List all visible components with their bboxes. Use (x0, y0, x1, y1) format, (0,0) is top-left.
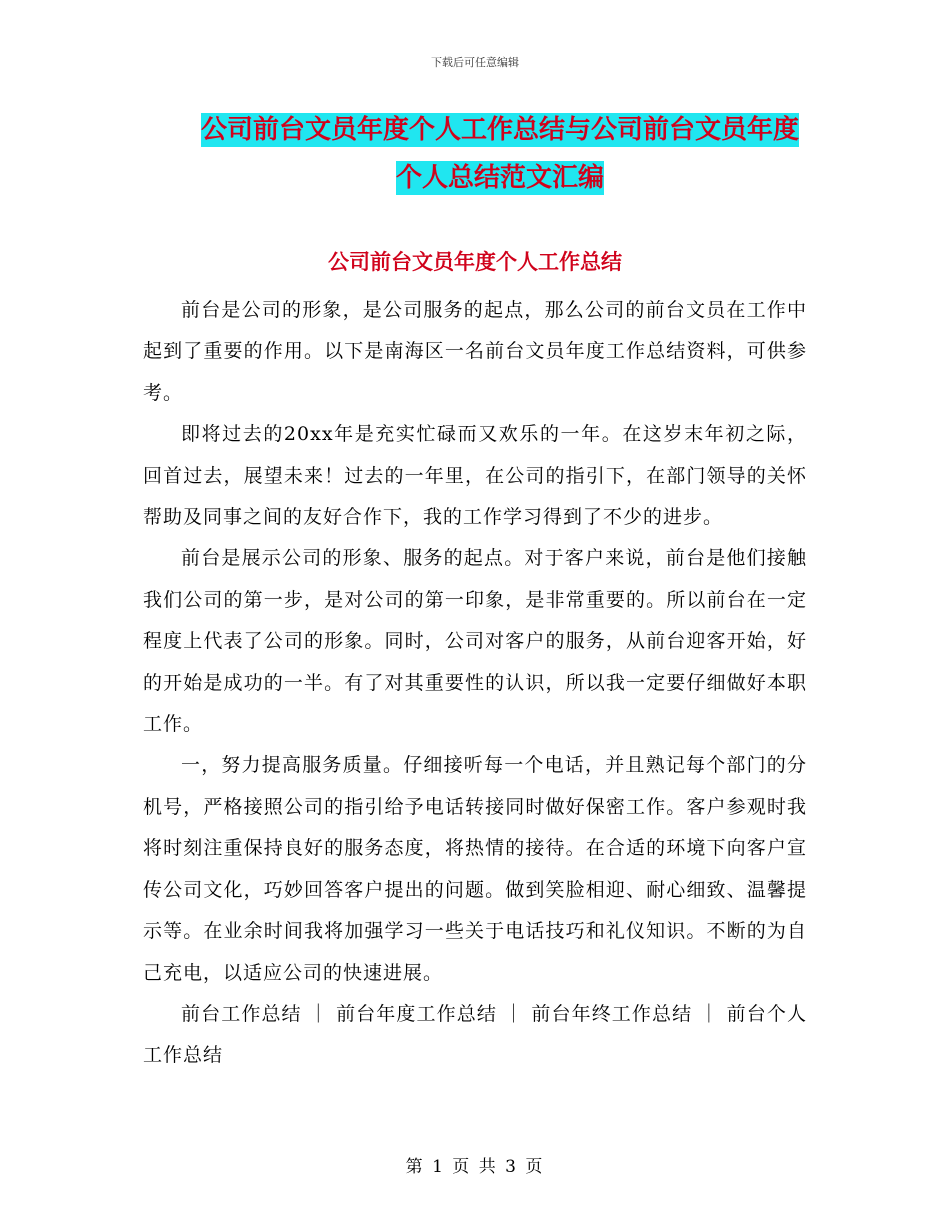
header-note: 下载后可任意编辑 (431, 56, 519, 69)
page-footer: 第 1 页 共 3 页 (405, 1157, 545, 1177)
document-title (180, 106, 820, 202)
paragraph: 前台是公司的形象，是公司服务的起点，那么公司的前台文员在工作中起到了重要的作用。以下是南海区一名前台文员年度工作总结资料，可供参考。 (143, 299, 807, 404)
paragraph: 即将过去的20xx年是充实忙碌而又欢乐的一年。在这岁末年初之际，回首过去，展望未来！过去的一年里，在公司的指引下，在部门领导的关怀帮助及同事之间的友好合作下，我的工作学习得到了不少的进步。 (143, 423, 807, 529)
title-line-1: 公司前台文员年度个人工作总结与公司前台文员年度 (200, 115, 799, 145)
title-line-2: 个人总结范文汇编 (395, 163, 604, 193)
paragraph: 一，努力提高服务质量。仔细接听每一个电话，并且熟记每个部门的分机号，严格接照公司的指引给予电话转接同时做好保密工作。客户参观时我将时刻注重保持良好的服务态度，将热情的接待。在合适的环境下向客户宣传公司文化，巧妙回答客户提出的问题。做到笑脸相迎、耐心细致、温馨提示等。在业余时间我将加强学习一些关于电话技巧和礼仪知识。不断的为自己充电，以适应公司的快速进展。 (143, 754, 807, 984)
related-links: 前台工作总结 ｜ 前台年度工作总结 ｜ 前台年终工作总结 ｜ 前台个人工作总结 (143, 1002, 807, 1067)
paragraph: 前台是展示公司的形象、服务的起点。对于客户来说，前台是他们接触我们公司的第一步，是对公司的第一印象，是非常重要的。所以前台在一定程度上代表了公司的形象。同时，公司对客户的服务，从前台迎客开始，好的开始是成功的一半。有了对其重要性的认识，所以我一定要仔细做好本职工作。 (143, 547, 807, 736)
section-title: 公司前台文员年度个人工作总结 (328, 249, 622, 274)
body-text (143, 290, 807, 1077)
